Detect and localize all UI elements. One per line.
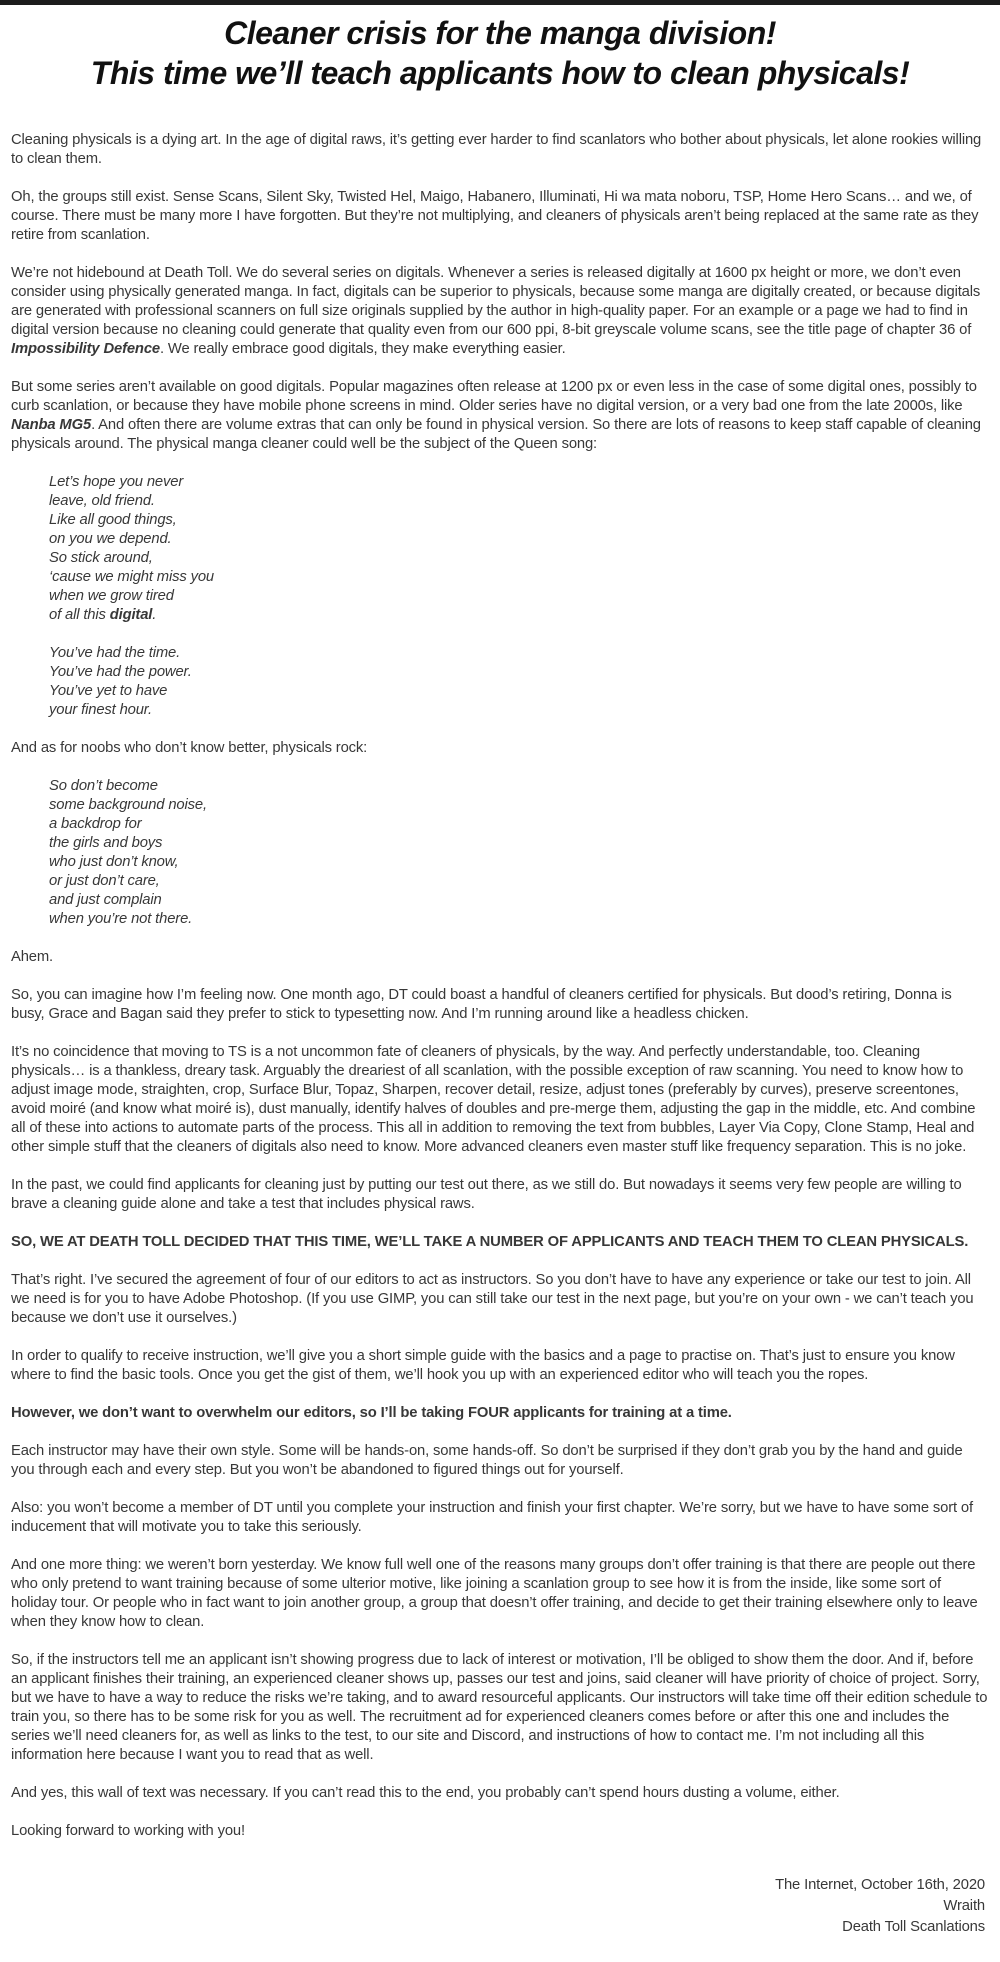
paragraph (11, 378, 989, 454)
text-segment: of all this (49, 607, 110, 623)
text-segment: And yes, this wall of text was necessary. If you can’t read this to the end, you probably can’t spend hours dusting a volume, either. (11, 1785, 840, 1801)
text-segment: Let’s hope you never (49, 474, 184, 490)
text-segment: leave, old friend. (49, 493, 155, 509)
text-segment: Ahem. (11, 949, 54, 965)
text-segment: or just don’t care, (49, 873, 160, 889)
quote-line (49, 568, 989, 587)
text-segment: when we grow tired (49, 588, 174, 604)
signature-date-line: The Internet, October 16th, 2020 (775, 1877, 985, 1893)
text-segment: ‘cause we might miss you (49, 569, 214, 585)
quote-line (49, 834, 989, 853)
quote-line (49, 663, 989, 682)
paragraph (11, 1499, 989, 1537)
text-segment: We’re not hidebound at Death Toll. We do several series on digitals. Whenever a series is released digitally at 1600 px height or more, we don’t even consider using physically generated manga. In fact, digitals can be superior to physicals, because some manga are digitally created, or because digitals are generated with professional scanners on full size originals supplied by the author in high-quality paper. For an example or a page we had to find in digital version because no cleaning could generate that quality even from our 600 ppi, 8-bit greyscale volume scans, see the title page of chapter 36 of (11, 265, 981, 338)
quote-line (49, 701, 989, 720)
text-segment: You’ve yet to have (49, 683, 168, 699)
quote-line (49, 587, 989, 606)
text-segment: Like all good things, (49, 512, 177, 528)
paragraph (11, 948, 989, 967)
quote-line (49, 910, 989, 929)
quote-line (49, 853, 989, 872)
emphasized-text: Impossibility Defence (11, 341, 160, 357)
quote-line (49, 492, 989, 511)
emphasized-text: Nanba MG5 (11, 417, 92, 433)
emphasis-paragraph (11, 1404, 989, 1423)
text-segment: In order to qualify to receive instruction, we’ll give you a short simple guide with the basics and a page to practise on. That’s just to ensure you know where to find the basic tools. Once you get the gist of them, we’ll hook you up with an experienced editor who will teach you the ropes. (11, 1348, 955, 1383)
text-segment: And one more thing: we weren’t born yesterday. We know full well one of the reasons many groups don’t offer training is that there are people out there who only pretend to want training because of some ulterior motive, like joining a scanlation group to see how it is from the inside, like some sort of holiday tour. Or people who in fact want to join another group, a group that doesn’t offer training, and decide to get their training elsewhere only to leave when they know how to clean. (11, 1557, 978, 1630)
paragraph (11, 1822, 989, 1841)
signature-author: Wraith (943, 1898, 985, 1914)
emphasized-text: digital (109, 607, 153, 623)
text-segment: However, we don’t want to overwhelm our editors, so I’ll be taking FOUR applicants for training at a time. (11, 1405, 732, 1421)
text-segment: when you’re not there. (49, 911, 193, 927)
text-segment: In the past, we could find applicants for cleaning just by putting our test out there, as we still do. But nowadays it seems very few people are willing to brave a cleaning guide alone and take a test that includes physical raws. (11, 1177, 962, 1212)
paragraph (11, 1043, 989, 1157)
page-title-line-1: Cleaner crisis for the manga division! (224, 15, 776, 51)
text-segment: . We really embrace good digitals, they make everything easier. (159, 341, 566, 357)
paragraph (11, 1556, 989, 1632)
text-segment: Cleaning physicals is a dying art. In the age of digital raws, it’s getting ever harder to find scanlators who bother about physicals, let alone rookies willing to clean them. (11, 132, 982, 167)
text-segment: Each instructor may have their own style. Some will be hands-on, some hands-off. So don’t be surprised if they don’t grab you by the hand and guide you through each and every step. But you won’t be abandoned to figured things out for yourself. (11, 1443, 963, 1478)
paragraph (11, 131, 989, 169)
text-segment: You’ve had the power. (49, 664, 192, 680)
text-segment: Also: you won’t become a member of DT until you complete your instruction and finish your first chapter. We’re sorry, but we have to have some sort of inducement that will motivate you to take this seriously. (11, 1500, 973, 1535)
text-segment: SO, WE AT DEATH TOLL DECIDED THAT THIS TIME, WE’LL TAKE A NUMBER OF APPLICANTS AND TEACH THEM TO CLEAN PHYSICALS. (11, 1234, 969, 1250)
quote-line (49, 644, 989, 663)
paragraph (11, 1784, 989, 1803)
song-quote-stanza (49, 777, 989, 929)
text-segment: . And often there are volume extras that can only be found in physical version. So there are lots of reasons to keep staff capable of cleaning physicals around. The physical manga cleaner could well be the subject of the Queen song: (11, 417, 981, 452)
text-segment: some background noise, (49, 797, 207, 813)
paragraph (11, 188, 989, 245)
document-body (11, 131, 989, 1841)
text-segment: It’s no coincidence that moving to TS is a not uncommon fate of cleaners of physicals, by the way. And perfectly understandable, too. Cleaning physicals… is a thankless, dreary task. Arguably the dreariest of all scanlation, with the possible exception of raw scanning. You need to know how to adjust image mode, straighten, crop, Surface Blur, Topaz, Sharpen, recover detail, resize, adjust tones (preferably by curves), preserve screentones, avoid moiré (and know what moiré is), dust manually, identify halves of doubles and pre-merge them, adjusting the gap in the middle, etc. And combine all of these into actions to automate parts of the process. This all in addition to removing the text from bubbles, Layer Via Copy, Clone Stamp, Heal and other simple stuff that the cleaners of digitals also need to know. More advanced cleaners even master stuff like frequency separation. This is no joke. (11, 1044, 976, 1155)
paragraph (11, 1271, 989, 1328)
text-segment: Looking forward to working with you! (11, 1823, 245, 1839)
quote-line (49, 815, 989, 834)
quote-line (49, 606, 989, 625)
document-page-inner (0, 5, 1000, 1962)
text-segment: And as for noobs who don’t know better, physicals rock: (11, 740, 368, 756)
quote-line (49, 872, 989, 891)
text-segment: the girls and boys (49, 835, 163, 851)
paragraph (11, 986, 989, 1024)
text-segment: . (152, 607, 157, 623)
signature-block (11, 1875, 989, 1938)
text-segment: who just don’t know, (49, 854, 179, 870)
song-quote-stanza (49, 644, 989, 720)
quote-line (49, 682, 989, 701)
text-segment: So, if the instructors tell me an applicant isn’t showing progress due to lack of interest or motivation, I’ll be obliged to show them the door. And if, before an applicant finishes their training, an experienced cleaner shows up, passes our test and joins, said cleaner will have priority of choice of project. Sorry, but we have to have a way to reduce the risks we’re taking, and to award resourceful applicants. Our instructors will take time off their edition schedule to train you, so there has to be some risk for you as well. The recruitment ad for experienced cleaners comes before or after this one and includes the series we’ll need cleaners for, as well as links to the test, to our site and Discord, and instructions of how to contact me. I’m not including all this information here because I want you to read that as well. (11, 1652, 988, 1763)
quote-line (49, 891, 989, 910)
quote-line (49, 473, 989, 492)
page-title-line-2: This time we’ll teach applicants how to clean physicals! (90, 55, 910, 91)
text-segment: on you we depend. (49, 531, 172, 547)
page-title (11, 13, 989, 93)
quote-line (49, 511, 989, 530)
paragraph (11, 739, 989, 758)
text-segment: So, you can imagine how I’m feeling now. One month ago, DT could boast a handful of cleaners certified for physicals. But dood’s retiring, Donna is busy, Grace and Bagan said they prefer to stick to typesetting now. And I’m running around like a headless chicken. (11, 987, 952, 1022)
emphasis-paragraph (11, 1233, 989, 1252)
paragraph (11, 1651, 989, 1765)
paragraph (11, 1442, 989, 1480)
quote-line (49, 530, 989, 549)
quote-line (49, 796, 989, 815)
text-segment: and just complain (49, 892, 162, 908)
text-segment: a backdrop for (49, 816, 142, 832)
quote-line (49, 777, 989, 796)
text-segment: So stick around, (49, 550, 153, 566)
text-segment: So don’t become (49, 778, 158, 794)
text-segment: You’ve had the time. (49, 645, 181, 661)
paragraph (11, 1176, 989, 1214)
song-quote-stanza (49, 473, 989, 625)
text-segment: But some series aren’t available on good digitals. Popular magazines often release at 1200 px or even less in the case of some digital ones, possibly to curb scanlation, or because they have mobile phone screens in mind. Older series have no digital version, or a very bad one from the late 2000s, like (11, 379, 977, 414)
paragraph (11, 264, 989, 359)
text-segment: Oh, the groups still exist. Sense Scans, Silent Sky, Twisted Hel, Maigo, Habanero, Illuminati, Hi wa mata noboru, TSP, Home Hero Scans… and we, of course. There must be many more I have forgotten. But they’re not multiplying, and cleaners of physicals aren’t being replaced at the same rate as they retire from scanlation. (11, 189, 979, 243)
text-segment: That’s right. I’ve secured the agreement of four of our editors to act as instructors. So you don’t have to have any experience or take our test to join. All we need is for you to have Adobe Photoshop. (If you use GIMP, you can still take our test in the next page, but you’re on your own - we can’t teach you because we don’t use it ourselves.) (11, 1272, 974, 1326)
signature-group: Death Toll Scanlations (842, 1919, 985, 1935)
paragraph (11, 1347, 989, 1385)
text-segment: your finest hour. (49, 702, 153, 718)
quote-line (49, 549, 989, 568)
